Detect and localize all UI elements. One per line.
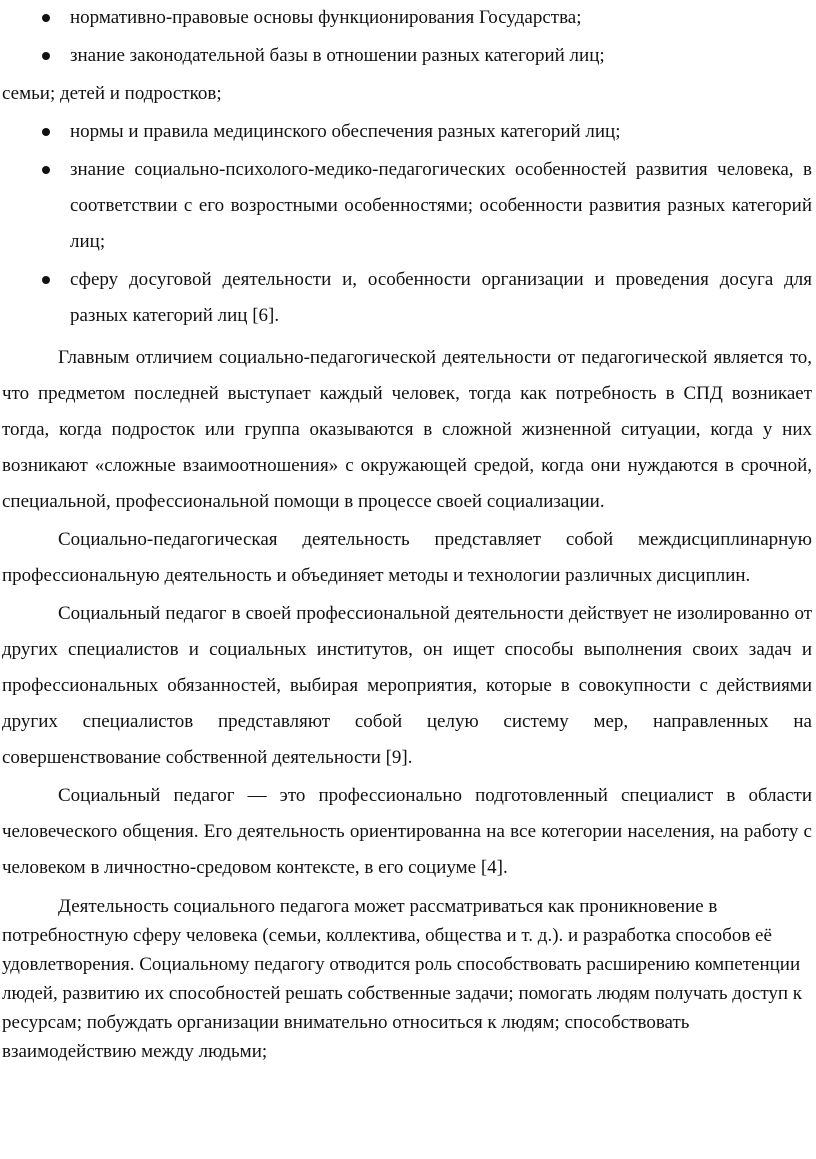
bullet-item: [0, 38, 816, 74]
bullet-icon: [42, 14, 50, 22]
bullet-item: [0, 0, 816, 36]
paragraph: Деятельность социального педагога может рассматриваться как проникновение в потребностную сферу человека (семьи, коллектива, общества и т. д.). и разработка способов её удовлетворения. Социальному педагогу отводится роль способствовать расширению компетенции людей, развитию их способностей решать собственные задачи; помогать людям получать доступ к ресурсам; побуждать организации внимательно относиться к людям; способствовать взаимодействию между людьми;: [2, 896, 803, 1062]
bullet-text: нормы и правила медицинского обеспечения разных категорий лиц;: [70, 121, 621, 142]
bullet-text: сферу досуговой деятельности и, особенности организации и проведения досуга для разных категорий лиц [6].: [70, 269, 812, 326]
bullet-text: знание законодательной базы в отношении разных категорий лиц;: [70, 45, 605, 66]
paragraph: Социальный педагог в своей профессиональной деятельности действует не изолированно от других специалистов и социальных институтов, он ищет способы выполнения своих задач и профессиональных обязанностей, выбирая мероприятия, которые в совокупности с действиями других специалистов представляют собой целую систему мер, направленных на совершенствование собственной деятельности [9].: [2, 603, 812, 768]
paragraph: Главным отличием социально-педагогической деятельности от педагогической является то, что предметом последней выступает каждый человек, тогда как потребность в СПД возникает тогда, когда подросток или группа оказываются в сложной жизненной ситуации, когда у них возникают «сложные взаимоотношения» с окружающей средой, когда они нуждаются в срочной, специальной, профессиональной помощи в процессе своей социализации.: [2, 347, 812, 512]
bullet-item: [0, 262, 816, 334]
bullet-icon: [42, 128, 50, 136]
bullet-icon: [42, 166, 50, 174]
bullet-text: знание социально-психолого-медико-педагогических особенностей развития человека, в соответствии с его возростными особенностями; особенности развития разных категорий лиц;: [70, 159, 812, 252]
paragraph: Социальный педагог — это профессионально подготовленный специалист в области человеческого общения. Его деятельность ориентированна на все котегории населения, на работу с человеком в личностно-средовом контексте, в его социуме [4].: [2, 785, 812, 878]
bullet-icon: [42, 52, 50, 60]
bullet-item: [0, 152, 816, 260]
bullet-text: нормативно-правовые основы функционирования Государства;: [70, 7, 582, 28]
bullet-item: [0, 114, 816, 150]
continuation-line: семьи; детей и подростков;: [2, 83, 222, 104]
bullet-icon: [42, 276, 50, 284]
paragraph: Социально-педагогическая деятельность представляет собой междисциплинарную профессиональную деятельность и объединяет методы и технологии различных дисциплин.: [2, 529, 812, 586]
